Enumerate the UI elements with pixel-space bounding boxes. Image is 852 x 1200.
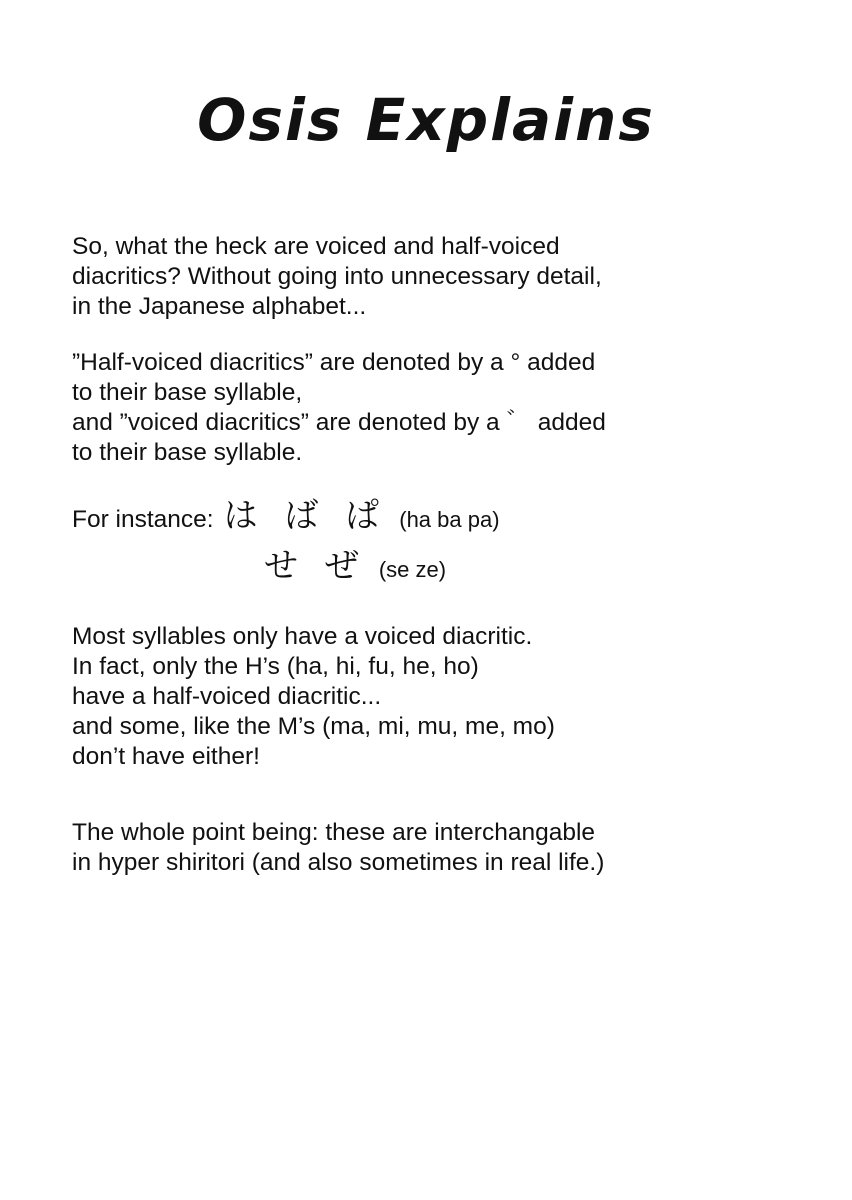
example-lead: For instance: — [72, 506, 214, 533]
intro-line-2: diacritics? Without going into unnecessary detail, — [72, 263, 602, 290]
notes-line-3: have a half-voiced diacritic... — [72, 683, 382, 710]
example-romaji-1: (ha ba pa) — [399, 507, 500, 532]
notes-line-5: don’t have either! — [72, 743, 260, 770]
paragraph-conclusion — [72, 818, 792, 878]
notes-line-4: and some, like the M’s (ma, mi, mu, me, mo) — [72, 713, 555, 740]
example-row — [72, 546, 792, 586]
definition-line-3: and ”voiced diacritics” are denoted by a ゛ added — [72, 409, 606, 436]
conclusion-line-1: The whole point being: these are interchangable — [72, 819, 596, 846]
example-romaji-2: (se ze) — [378, 557, 447, 582]
intro-line-1: So, what the heck are voiced and half-voiced — [72, 233, 560, 260]
page-title: Osis Explains — [197, 86, 655, 154]
example-kana-1: は ば ぱ — [223, 496, 388, 536]
notes-line-1: Most syllables only have a voiced diacritic. — [72, 623, 533, 650]
paragraph-intro — [72, 232, 792, 322]
paragraph-definitions — [72, 348, 792, 468]
conclusion-line-2: in hyper shiritori (and also sometimes in real life.) — [72, 849, 605, 876]
paragraph-example — [72, 496, 792, 586]
example-row — [72, 496, 792, 536]
example-kana-2: せ ぜ — [264, 546, 367, 586]
intro-line-3: in the Japanese alphabet... — [72, 293, 367, 320]
definition-line-2: to their base syllable, — [72, 379, 303, 406]
definition-line-4: to their base syllable. — [72, 439, 303, 466]
paragraph-notes — [72, 622, 792, 772]
definition-line-1: ”Half-voiced diacritics” are denoted by a ° added — [72, 349, 596, 376]
notes-line-2: In fact, only the H’s (ha, hi, fu, he, ho) — [72, 653, 479, 680]
